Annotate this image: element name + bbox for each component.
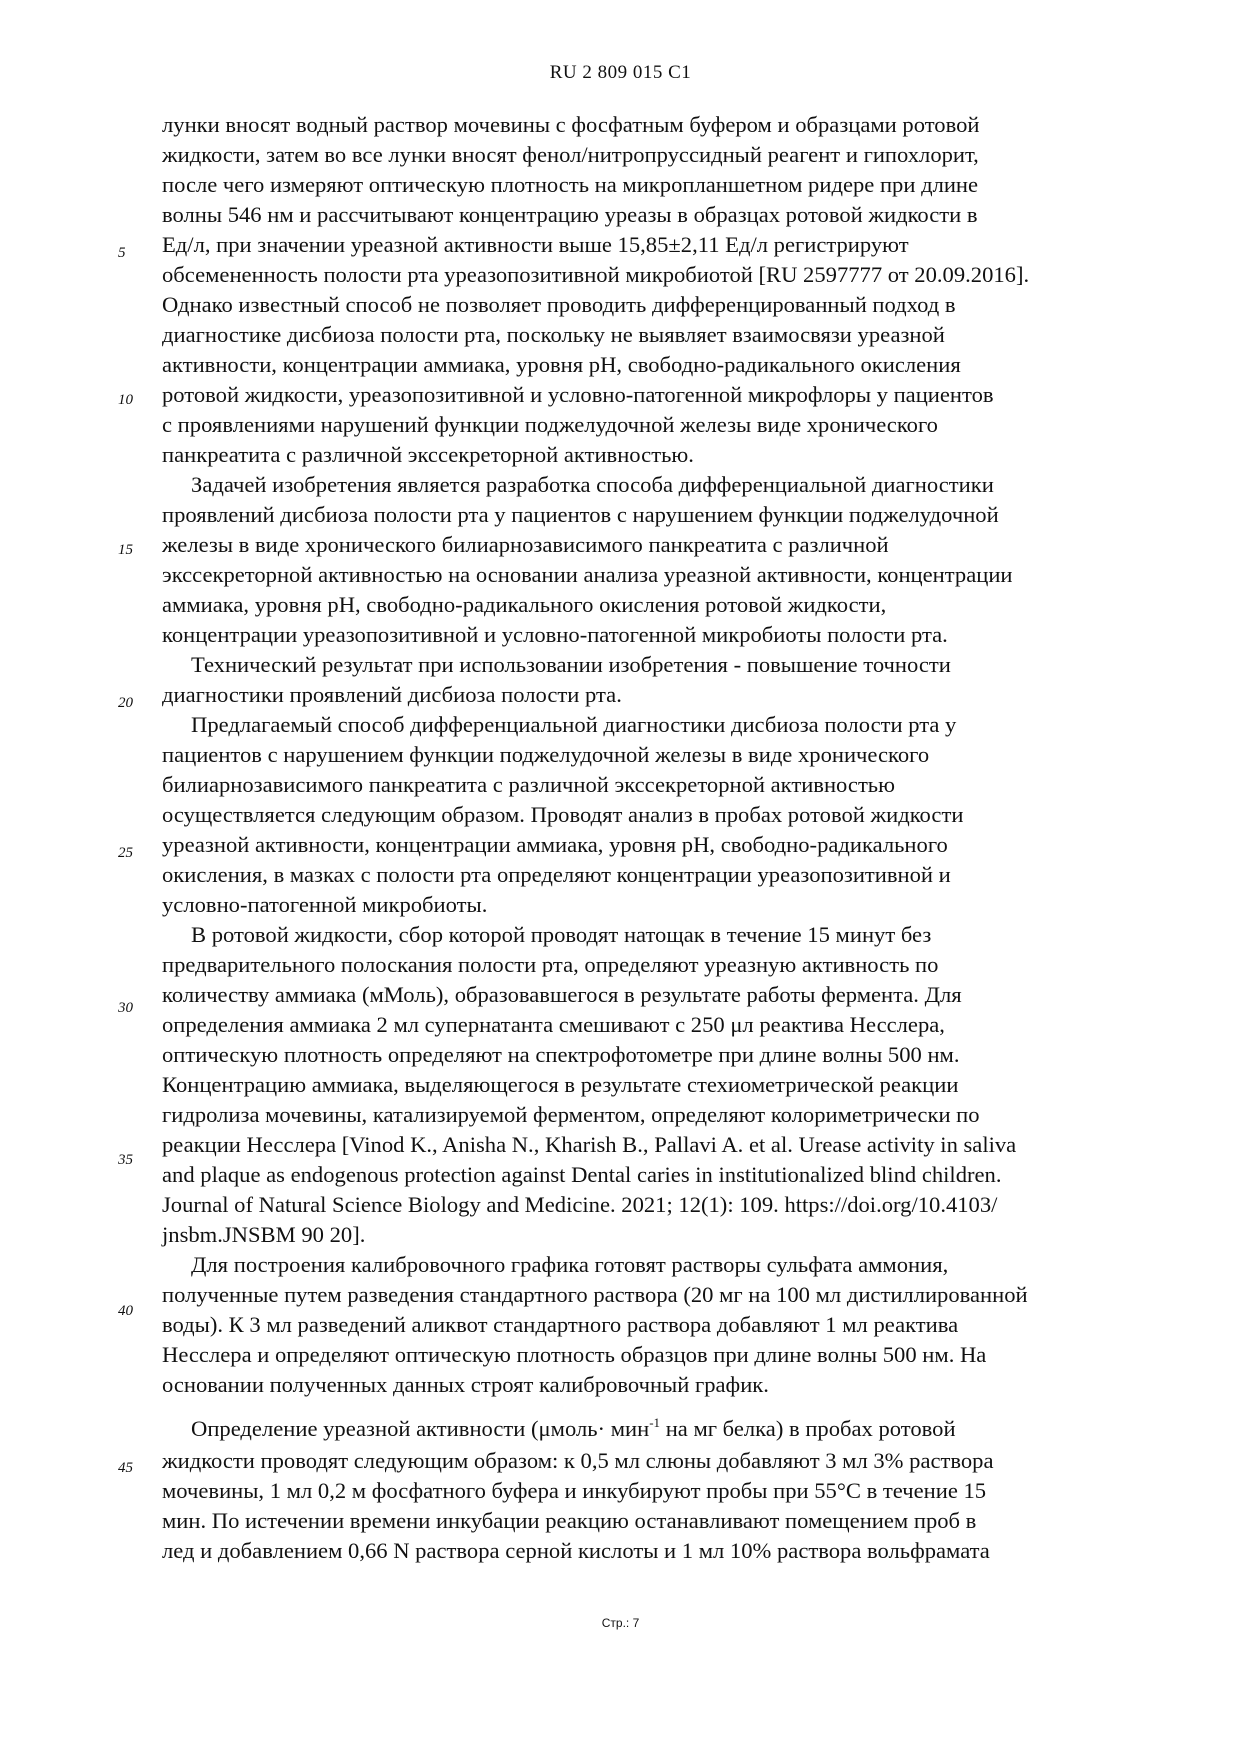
line-number: 30 <box>118 1000 133 1016</box>
body-text-line: панкреатита с различной экссекреторной активностью. <box>162 442 694 467</box>
body-text-line: окисления, в мазках с полости рта определяют концентрации уреазопозитивной и <box>162 862 951 887</box>
body-text-line: условно-патогенной микробиоты. <box>162 892 488 917</box>
body-text-line: количеству аммиака (мМоль), образовавшегося в результате работы фермента. Для <box>162 982 962 1007</box>
line-number: 20 <box>118 695 133 711</box>
body-text-line: с проявлениями нарушений функции поджелудочной железы виде хронического <box>162 412 938 437</box>
body-text-line: оптическую плотность определяют на спектрофотометре при длине волны 500 нм. <box>162 1042 960 1067</box>
body-text-line: после чего измеряют оптическую плотность на микропланшетном ридере при длине <box>162 172 979 197</box>
body-text-line: активности, концентрации аммиака, уровня pH, свободно-радикального окисления <box>162 352 961 377</box>
line-number: 5 <box>118 245 126 261</box>
body-text-line: полученные путем разведения стандартного раствора (20 мг на 100 мл дистиллированной <box>162 1282 1028 1307</box>
body-text-line: воды). К 3 мл разведений аликвот стандартного раствора добавляют 1 мл реактива <box>162 1312 959 1337</box>
text-segment: Определение уреазной активности (μмоль· мин <box>191 1416 650 1441</box>
paragraph-first-line: Технический результат при использовании изобретения - повышение точности <box>191 652 951 677</box>
paragraph-first-line: Задачей изобретения является разработка способа дифференциальной диагностики <box>191 472 994 497</box>
body-text-line: диагностике дисбиоза полости рта, поскольку не выявляет взаимосвязи уреазной <box>162 322 945 347</box>
paragraph-first-line: Для построения калибровочного графика готовят растворы сульфата аммония, <box>191 1252 949 1277</box>
body-text-line: реакции Несслера [Vinod K., Anisha N., Kharish B., Pallavi A. et al. Urease activity in saliva <box>162 1132 1017 1157</box>
body-text-line: Однако известный способ не позволяет проводить дифференцированный подход в <box>162 292 956 317</box>
body-text-line: Концентрацию аммиака, выделяющегося в результате стехиометрической реакции <box>162 1072 959 1097</box>
body-text-line: проявлений дисбиоза полости рта у пациентов с нарушением функции поджелудочной <box>162 502 999 527</box>
body-text-line: Несслера и определяют оптическую плотность образцов при длине волны 500 нм. На <box>162 1342 987 1367</box>
body-text-line: экссекреторной активностью на основании анализа уреазной активности, концентрации <box>162 562 1013 587</box>
body-text-line: ротовой жидкости, уреазопозитивной и условно-патогенной микрофлоры у пациентов <box>162 382 994 407</box>
line-number: 40 <box>118 1303 133 1319</box>
body-text-line: уреазной активности, концентрации аммиака, уровня pH, свободно-радикального <box>162 832 948 857</box>
body-text-line: обсемененность полости рта уреазопозитивной микробиотой [RU 2597777 от 20.09.2016]. <box>162 262 1030 287</box>
body-text-line: мин. По истечении времени инкубации реакцию останавливают помещением проб в <box>162 1508 977 1533</box>
line-number: 45 <box>118 1460 133 1476</box>
paragraph-first-line: Предлагаемый способ дифференциальной диагностики дисбиоза полости рта у <box>191 712 957 737</box>
body-text-line: лед и добавлением 0,66 N раствора серной кислоты и 1 мл 10% раствора вольфрамата <box>162 1538 990 1563</box>
page-number-footer: Стр.: 7 <box>601 1616 640 1630</box>
patent-number-header: RU 2 809 015 C1 <box>549 62 692 83</box>
body-text-line: гидролиза мочевины, катализируемой ферментом, определяют колориметрически по <box>162 1102 980 1127</box>
body-text-line: мочевины, 1 мл 0,2 м фосфатного буфера и инкубируют пробы при 55°С в течение 15 <box>162 1478 987 1503</box>
body-text-line: жидкости, затем во все лунки вносят фенол/нитропруссидный реагент и гипохлорит, <box>162 142 979 167</box>
body-text-line: волны 546 нм и рассчитывают концентрацию уреазы в образцах ротовой жидкости в <box>162 202 978 227</box>
text-segment: на мг белка) в пробах ротовой <box>660 1416 956 1441</box>
paragraph-first-line <box>191 1414 1161 1444</box>
superscript: -1 <box>649 1415 661 1430</box>
body-text-line: Journal of Natural Science Biology and Medicine. 2021; 12(1): 109. https://doi.org/10.4103/ <box>162 1192 998 1217</box>
paragraph-first-line: В ротовой жидкости, сбор которой проводят натощак в течение 15 минут без <box>191 922 932 947</box>
body-text-line: основании полученных данных строят калибровочный график. <box>162 1372 769 1397</box>
body-text-line: железы в виде хронического билиарнозависимого панкреатита с различной <box>162 532 889 557</box>
line-number: 25 <box>118 845 133 861</box>
body-text-line: осуществляется следующим образом. Проводят анализ в пробах ротовой жидкости <box>162 802 964 827</box>
body-text-line: жидкости проводят следующим образом: к 0,5 мл слюны добавляют 3 мл 3% раствора <box>162 1448 994 1473</box>
line-number: 35 <box>118 1152 133 1168</box>
body-text-line: jnsbm.JNSBM 90 20]. <box>162 1222 366 1247</box>
body-text-line: Ед/л, при значении уреазной активности выше 15,85±2,11 Ед/л регистрируют <box>162 232 909 257</box>
body-text-line: билиарнозависимого панкреатита с различной экссекреторной активностью <box>162 772 895 797</box>
body-text-line: пациентов с нарушением функции поджелудочной железы в виде хронического <box>162 742 930 767</box>
body-text-line: предварительного полоскания полости рта, определяют уреазную активность по <box>162 952 939 977</box>
line-number: 10 <box>118 392 133 408</box>
body-text-line: and plaque as endogenous protection against Dental caries in institutionalized blind children. <box>162 1162 1002 1187</box>
body-text-line: концентрации уреазопозитивной и условно-патогенной микробиоты полости рта. <box>162 622 948 647</box>
line-number: 15 <box>118 542 133 558</box>
body-text-line: лунки вносят водный раствор мочевины с фосфатным буфером и образцами ротовой <box>162 112 980 137</box>
body-text-line: аммиака, уровня pH, свободно-радикального окисления ротовой жидкости, <box>162 592 887 617</box>
body-text-line: определения аммиака 2 мл супернатанта смешивают с 250 μл реактива Несслера, <box>162 1012 945 1037</box>
body-text-line: диагностики проявлений дисбиоза полости рта. <box>162 682 622 707</box>
